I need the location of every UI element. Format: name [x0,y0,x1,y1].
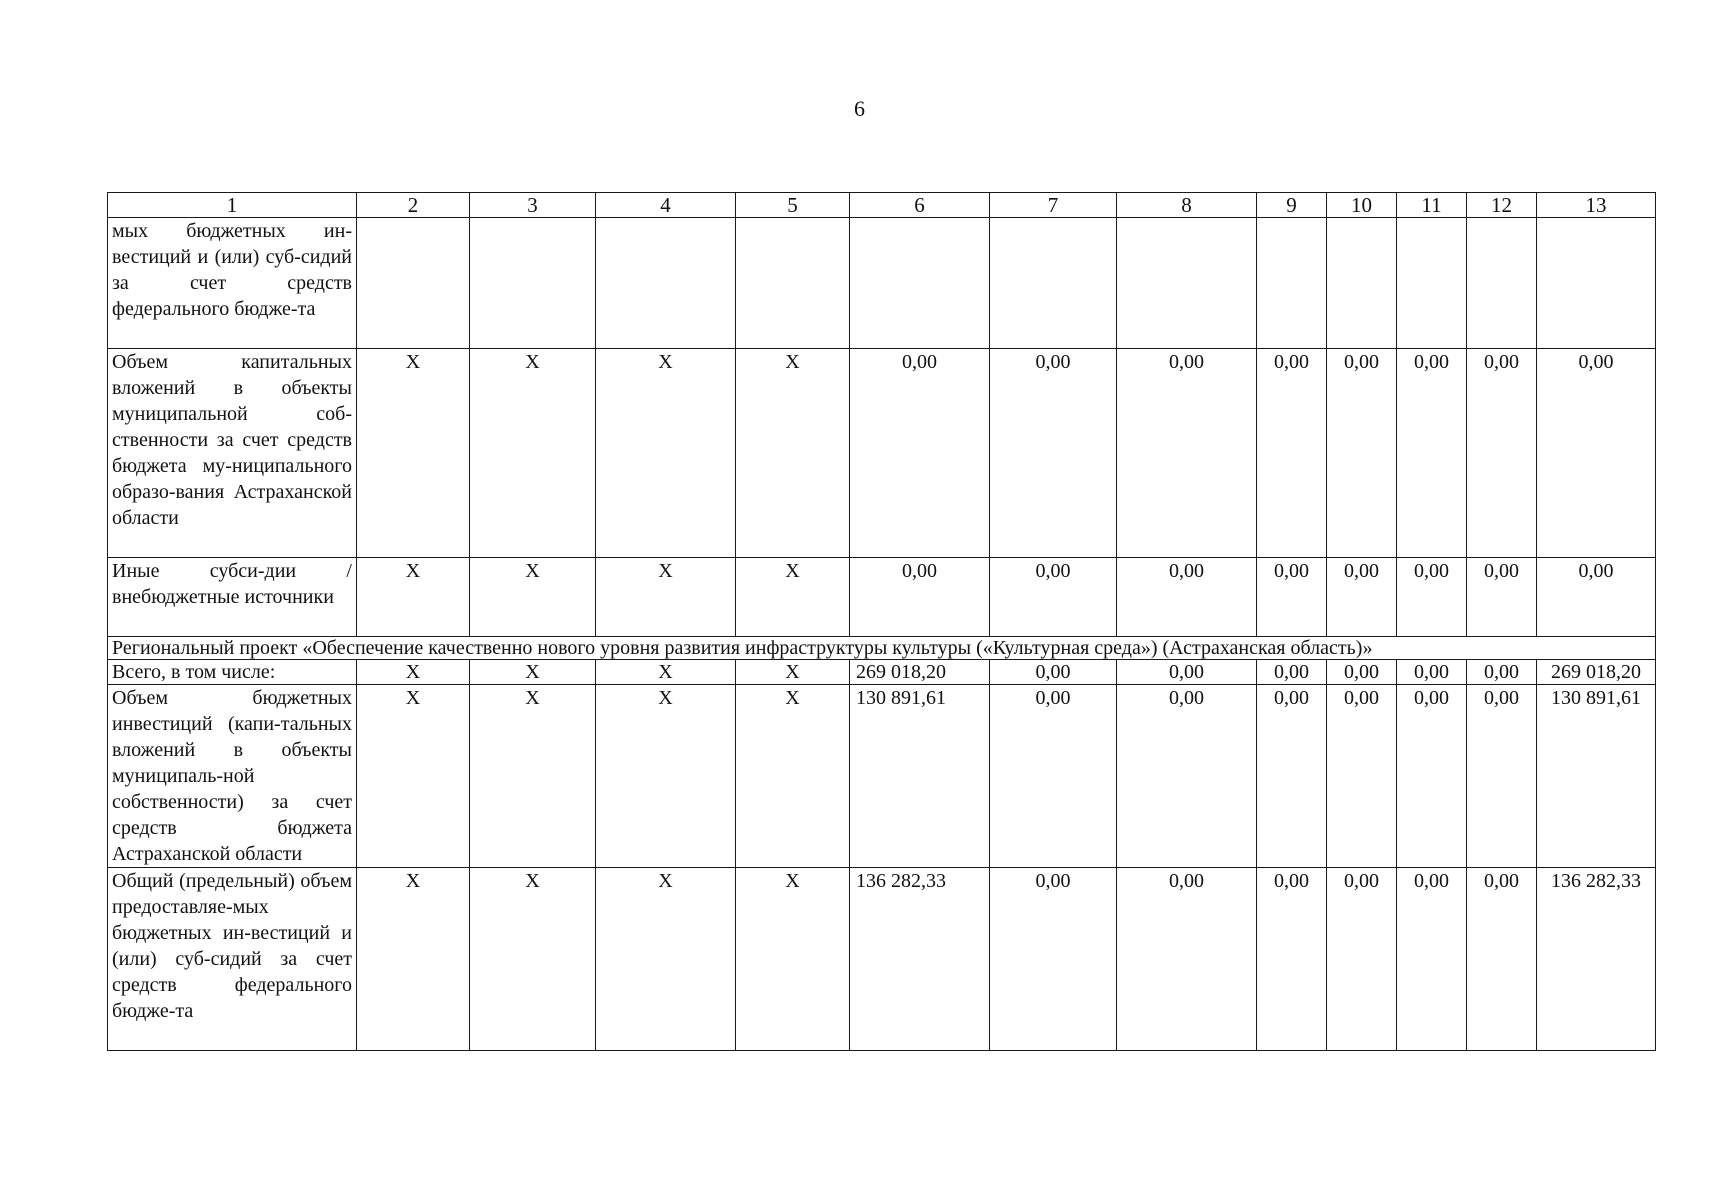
cell: 0,00 [1467,660,1537,685]
cell: Х [357,660,470,685]
row-name: Общий (предельный) объем предоставляе-мых бюджетных ин-вестиций и (или) суб-сидий за счет средств федерального бюдже-та [108,868,357,1051]
row-name: Иные субси-дии / внебюджетные источники [108,558,357,637]
cell: 0,00 [1397,868,1467,1051]
cell: 136 282,33 [1537,868,1656,1051]
cell: 0,00 [1117,685,1257,868]
table-row [108,558,1656,637]
cell: Х [470,868,596,1051]
section-row [108,637,1656,660]
cell [357,218,470,349]
cell: 0,00 [1397,660,1467,685]
cell: Х [357,685,470,868]
cell [990,218,1117,349]
cell: 269 018,20 [850,660,990,685]
cell: Х [736,558,850,637]
cell: 0,00 [1117,349,1257,558]
cell: 0,00 [850,349,990,558]
column-number: 2 [357,193,470,218]
cell: Х [596,349,736,558]
column-number: 1 [108,193,357,218]
row-name: Всего, в том числе: [108,660,357,685]
cell: 269 018,20 [1537,660,1656,685]
cell [1257,218,1327,349]
cell: 0,00 [1397,558,1467,637]
cell: Х [357,868,470,1051]
cell: 0,00 [850,558,990,637]
cell: Х [736,685,850,868]
cell: 0,00 [1467,685,1537,868]
cell: 0,00 [1397,349,1467,558]
section-title: Региональный проект «Обеспечение качественно нового уровня развития инфраструктуры культуры («Культурная среда») (Астраханская область)» [108,637,1656,660]
cell [850,218,990,349]
cell: 0,00 [1327,685,1397,868]
cell [736,218,850,349]
cell: 0,00 [1257,349,1327,558]
cell: 0,00 [990,558,1117,637]
column-number: 13 [1537,193,1656,218]
cell: 0,00 [1257,868,1327,1051]
column-number: 5 [736,193,850,218]
cell [1537,218,1656,349]
cell: Х [596,685,736,868]
cell: Х [736,349,850,558]
table-row [108,868,1656,1051]
column-number: 6 [850,193,990,218]
column-number: 9 [1257,193,1327,218]
column-number: 10 [1327,193,1397,218]
table-row [108,685,1656,868]
cell: Х [357,558,470,637]
cell: 136 282,33 [850,868,990,1051]
cell: 0,00 [1467,558,1537,637]
cell: 0,00 [1467,349,1537,558]
cell: 0,00 [1537,558,1656,637]
column-number: 12 [1467,193,1537,218]
cell: 0,00 [1467,868,1537,1051]
column-number: 8 [1117,193,1257,218]
cell: 0,00 [1327,558,1397,637]
column-number: 3 [470,193,596,218]
cell: Х [736,868,850,1051]
column-number-row [108,193,1656,218]
page-number: 6 [854,96,865,121]
row-name: мых бюджетных ин-вестиций и (или) суб-сидий за счет средств федерального бюдже-та [108,218,357,349]
cell: 0,00 [1117,868,1257,1051]
cell: 0,00 [1117,558,1257,637]
cell [1467,218,1537,349]
cell: 0,00 [1257,685,1327,868]
cell: Х [470,660,596,685]
table-row [108,349,1656,558]
cell [1397,218,1467,349]
cell: Х [357,349,470,558]
row-name: Объем бюджетных инвестиций (капи-тальных вложений в объекты муниципаль-ной собственности) за счет средств бюджета Астраханской области [108,685,357,868]
cell: Х [470,558,596,637]
cell: 130 891,61 [850,685,990,868]
budget-table [107,192,1656,1051]
cell: 0,00 [1327,660,1397,685]
cell: 0,00 [1257,660,1327,685]
cell: Х [596,868,736,1051]
cell: Х [736,660,850,685]
cell: 0,00 [1117,660,1257,685]
cell: 0,00 [1397,685,1467,868]
cell: 0,00 [990,868,1117,1051]
cell [470,218,596,349]
cell: 0,00 [990,660,1117,685]
cell: 130 891,61 [1537,685,1656,868]
cell: Х [470,349,596,558]
cell: 0,00 [990,349,1117,558]
cell: 0,00 [990,685,1117,868]
cell: Х [470,685,596,868]
cell: 0,00 [1257,558,1327,637]
column-number: 11 [1397,193,1467,218]
cell: Х [596,558,736,637]
table-row [108,660,1656,685]
cell: Х [596,660,736,685]
cell: 0,00 [1327,868,1397,1051]
column-number: 7 [990,193,1117,218]
cell [1327,218,1397,349]
cell [596,218,736,349]
cell: 0,00 [1537,349,1656,558]
cell: 0,00 [1327,349,1397,558]
table-row [108,218,1656,349]
column-number: 4 [596,193,736,218]
cell [1117,218,1257,349]
row-name: Объем капитальных вложений в объекты муниципальной соб-ственности за счет средств бюджета му-ниципального образо-вания Астраханской области [108,349,357,558]
